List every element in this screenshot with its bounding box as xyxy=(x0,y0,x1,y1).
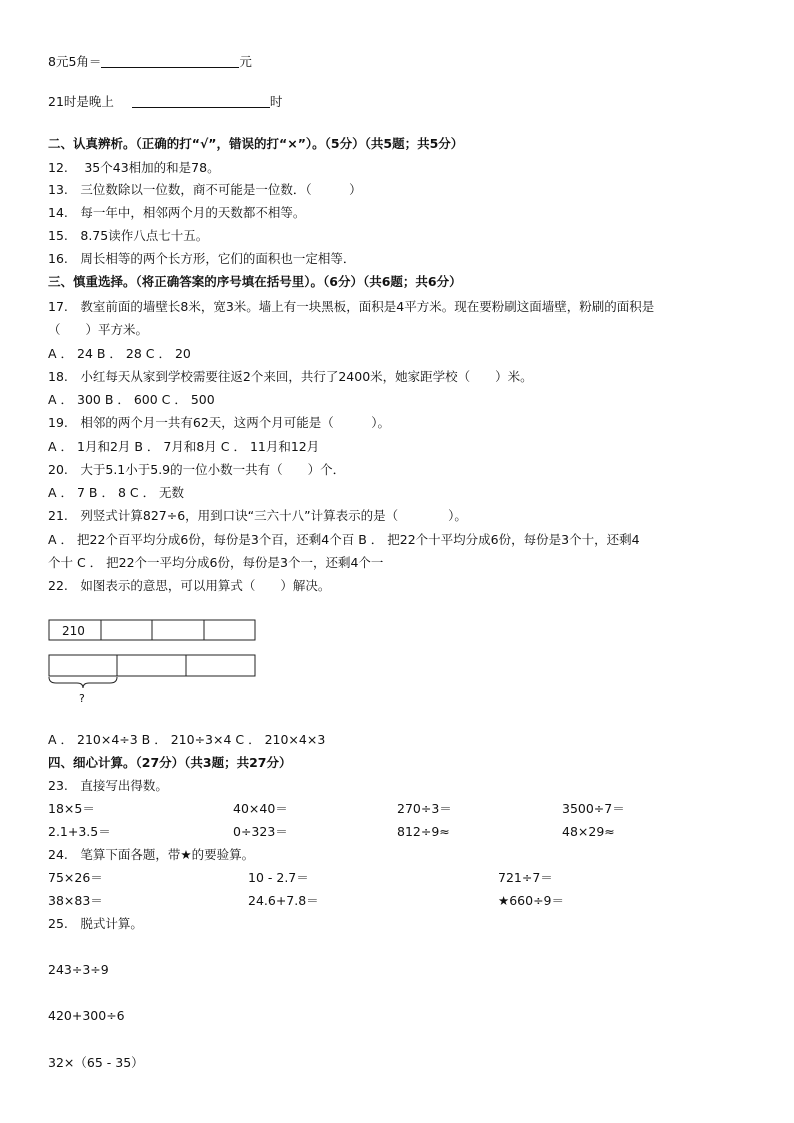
q23-item-4: 3500÷7＝ xyxy=(562,801,625,816)
q25-item-3: 32×（65 - 35） xyxy=(48,1055,144,1070)
q24-item-6: ★660÷9＝ xyxy=(498,893,564,908)
question-14: 14. 每一年中，相邻两个月的天数都不相等。 xyxy=(48,205,306,220)
q23-item-6: 0÷323＝ xyxy=(233,824,288,839)
section-3-heading: 三、慎重选择。（将正确答案的序号填在括号里）。（6分）（共6题；共6分） xyxy=(48,274,462,289)
q24-item-3: 721÷7＝ xyxy=(498,870,553,885)
question-23: 23. 直接写出得数。 xyxy=(48,778,168,793)
q25-item-1: 243÷3÷9 xyxy=(48,962,109,977)
question-22-options: A ． 210×4÷3 B ． 210÷3×4 C ． 210×4×3 xyxy=(48,732,326,747)
answer-blank-11[interactable] xyxy=(132,95,270,108)
question-18-options: A ． 300 B ． 600 C ． 500 xyxy=(48,392,215,407)
brace-question-mark: ? xyxy=(79,692,85,705)
question-25: 25. 脱式计算。 xyxy=(48,916,143,931)
q23-item-1: 18×5＝ xyxy=(48,801,95,816)
question-17-options: A ． 24 B ． 28 C ． 20 xyxy=(48,346,191,361)
bar-model-svg xyxy=(48,618,260,708)
question-17-continued: （ ）平方米。 xyxy=(48,322,149,337)
q23-item-2: 40×40＝ xyxy=(233,801,288,816)
bar-model-diagram xyxy=(48,618,260,708)
question-10-unit: 元 xyxy=(239,54,252,69)
q23-item-5: 2.1+3.5＝ xyxy=(48,824,111,839)
top-bar-label: 210 xyxy=(62,624,85,638)
q24-item-1: 75×26＝ xyxy=(48,870,103,885)
question-18: 18. 小红每天从家到学校需要往返2个来回，共行了2400米，她家距学校（ ）米。 xyxy=(48,369,533,384)
question-13: 13. 三位数除以一位数，商不可能是一位数．（ ） xyxy=(48,182,362,197)
question-20-options: A ． 7 B ． 8 C ． 无数 xyxy=(48,485,185,500)
question-11-unit: 时 xyxy=(269,94,283,109)
q24-item-5: 24.6+7.8＝ xyxy=(248,893,319,908)
question-15: 15. 8.75读作八点七十五。 xyxy=(48,228,209,243)
question-21-options-continued: 个十 C ． 把22个一平均分成6份，每份是3个一，还剩4个一 xyxy=(48,555,384,570)
q23-item-8: 48×29≈ xyxy=(562,824,615,839)
question-19: 19. 相邻的两个月一共有62天，这两个月可能是（ ）。 xyxy=(48,415,391,430)
q24-item-2: 10 - 2.7＝ xyxy=(248,870,309,885)
question-10 xyxy=(48,55,252,69)
question-19-options: A ． 1月和2月 B ． 7月和8月 C ． 11月和12月 xyxy=(48,439,320,454)
brace-shape xyxy=(49,677,117,688)
question-16: 16. 周长相等的两个长方形，它们的面积也一定相等． xyxy=(48,251,356,266)
question-12: 12. 35个43相加的和是78。 xyxy=(48,160,220,175)
q23-item-7: 812÷9≈ xyxy=(397,824,450,839)
question-21-options: A ． 把22个百平均分成6份，每份是3个百，还剩4个百 B ． 把22个十平均分成6份，每份是3个十，还剩4 xyxy=(48,532,640,547)
question-24: 24. 笔算下面各题，带★的要验算。 xyxy=(48,847,255,862)
answer-blank-10[interactable] xyxy=(101,55,239,68)
question-11-text: 21时是晚上 xyxy=(48,94,114,109)
question-17: 17. 教室前面的墙壁长8米，宽3米。墙上有一块黑板，面积是4平方米。现在要粉刷这面墙壁，粉刷的面积是 xyxy=(48,299,655,314)
question-10-text: 8元5角＝ xyxy=(48,54,102,69)
section-2-heading: 二、认真辨析。（正确的打“√”，错误的打“×”）。（5分）（共5题；共5分） xyxy=(48,136,464,151)
question-22: 22. 如图表示的意思，可以用算式（ ）解决。 xyxy=(48,578,331,593)
q25-item-2: 420+300÷6 xyxy=(48,1008,125,1023)
question-21: 21. 列竖式计算827÷6，用到口诀“三六十八”计算表示的是（ ）。 xyxy=(48,508,467,523)
question-20: 20. 大于5.1小于5.9的一位小数一共有（ ）个． xyxy=(48,462,346,477)
question-11 xyxy=(48,95,282,109)
q24-item-4: 38×83＝ xyxy=(48,893,103,908)
bottom-bar xyxy=(49,655,255,676)
q23-item-3: 270÷3＝ xyxy=(397,801,452,816)
section-4-heading: 四、细心计算。（27分）（共3题；共27分） xyxy=(48,755,292,770)
